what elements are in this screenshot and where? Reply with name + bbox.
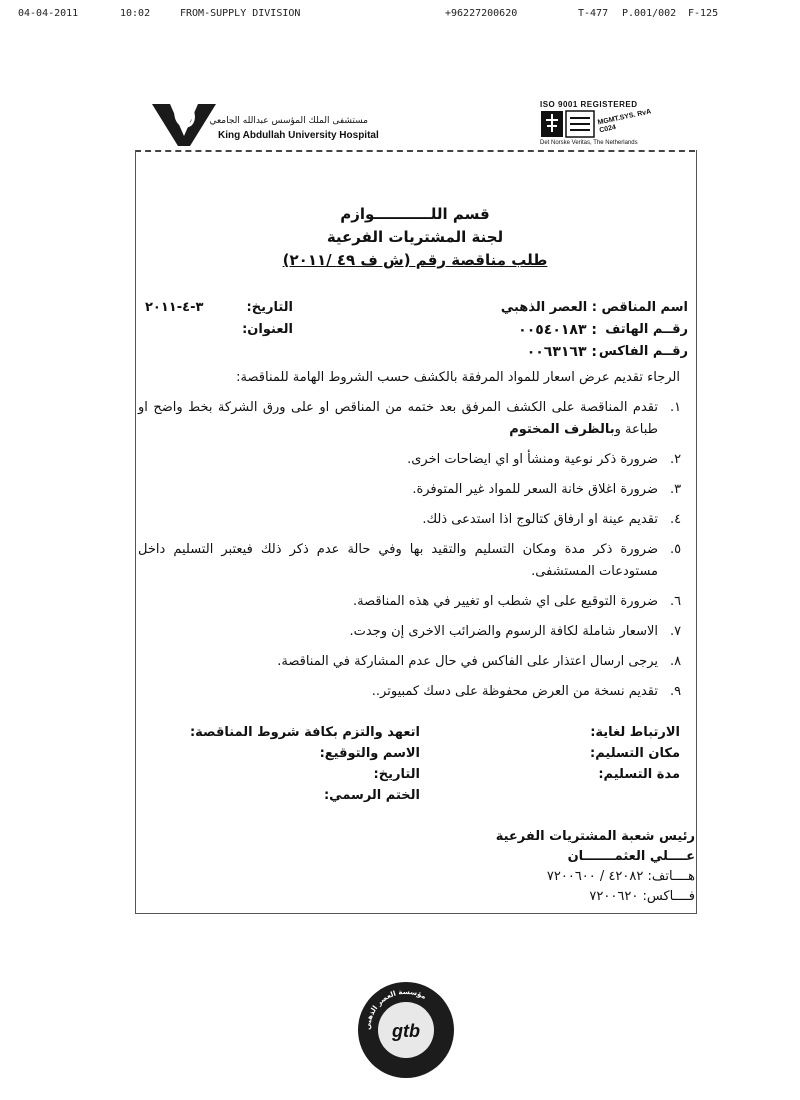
document-title [135, 203, 695, 272]
fax-time: 10:02 [120, 8, 151, 19]
intro-text: الرجاء تقديم عرض اسعار للمواد المرفقة بالكشف حسب الشروط الهامة للمناقصة: [236, 370, 680, 385]
term-item [138, 509, 693, 531]
fax-from: FROM-SUPPLY DIVISION [180, 8, 301, 19]
term-text: ضرورة ذكر نوعية ومنشأ او اي ايضاحات اخرى. [407, 452, 658, 467]
fax-label: رقــم الفاكس [598, 344, 688, 359]
contact-role: رئيس شعبة المشتريات الفرعية [495, 829, 695, 844]
fax-header [0, 8, 800, 24]
stamp-text: مؤسسة العصر الذهبي [363, 987, 428, 1031]
term-number: ٥. [669, 542, 682, 557]
term-item [138, 591, 693, 613]
iso-label: ISO 9001 REGISTERED [540, 100, 638, 109]
bidder-value: : العصر الذهبي [500, 300, 597, 315]
contact-fax: فــــاكس: ٧٢٠٠٦٢٠ [589, 889, 695, 904]
term-item [138, 449, 693, 471]
fax-job: T-477 [578, 8, 609, 19]
department-title: قسم اللـــــــــــوازم [340, 205, 490, 223]
contact-name: عــــلي العثمـــــــان [567, 849, 695, 864]
official-seal-label: الختم الرسمي: [323, 788, 420, 803]
term-item [138, 651, 693, 673]
term-item [138, 479, 693, 501]
phone-label: رقــم الهاتف [605, 322, 688, 337]
tender-number: طلب مناقصة رقم (ش ف ٤٩ /٢٠١١) [282, 251, 548, 269]
iso-badge-icon [540, 110, 596, 138]
date-value: ٣-٤-٢٠١١ [145, 300, 204, 315]
company-stamp-icon [356, 980, 456, 1080]
term-number: ١. [669, 400, 682, 415]
term-text: يرجى ارسال اعتذار على الفاكس في حال عدم المشاركة في المناقصة. [277, 654, 658, 669]
fax-form: F-125 [688, 8, 719, 19]
term-number: ٣. [669, 482, 682, 497]
term-number: ٩. [669, 684, 682, 699]
term-number: ٢. [669, 452, 682, 467]
term-text: ضرورة اغلاق خانة السعر للمواد غير المتوفرة. [412, 482, 658, 497]
bidder-label: اسم المناقص [601, 300, 688, 315]
term-text: ضرورة ذكر مدة ومكان التسليم والتقيد بها وفي حالة عدم ذكر ذلك فيعتبر التسليم داخل مستودعات المستشفى. [138, 542, 658, 579]
terms-list [138, 397, 693, 711]
undertaking-date-label: التاريخ: [373, 767, 420, 782]
term-number: ٨. [669, 654, 682, 669]
term-item [138, 397, 693, 441]
hospital-logo-icon [150, 100, 218, 148]
term-text: الاسعار شاملة لكافة الرسوم والضرائب الاخرى إن وجدت. [349, 624, 658, 639]
iso-cert-text: MGMT.SYS. RvA C024 [597, 108, 652, 135]
contact-phone: هــــاتف: ٤٢٠٨٢ / ٧٢٠٠٦٠٠ [546, 869, 695, 884]
term-item [138, 539, 693, 583]
hospital-name-en: King Abdullah University Hospital [218, 130, 379, 141]
fax-page: P.001/002 [622, 8, 677, 19]
term-number: ٧. [669, 624, 682, 639]
term-text: ضرورة التوقيع على اي شطب او تغيير في هذه المناقصة. [353, 594, 658, 609]
iso-certification [540, 100, 670, 148]
address-label: العنوان: [242, 322, 293, 337]
term-emphasis: بالظرف المختوم [509, 422, 615, 437]
fax-value: : ٠٠٦٣١٦٣ [526, 344, 597, 360]
contact-block [420, 827, 695, 907]
name-signature-label: الاسم والتوقيع: [319, 746, 420, 761]
date-label: التاريخ: [246, 300, 293, 315]
fax-phone: +96227200620 [445, 8, 518, 19]
delivery-block [540, 722, 680, 785]
stamp-logo-text: gtb [392, 1021, 420, 1041]
term-text: تقديم عينة او ارفاق كتالوج اذا استدعى ذلك. [422, 512, 658, 527]
pledge-label: اتعهد والتزم بكافة شروط المناقصة: [189, 725, 420, 740]
undertaking-block [180, 722, 420, 806]
term-text: تقدم المناقصة على الكشف المرفق بعد ختمه من المناقص او على ورق الشركة بخط واضح او طباعة وبالظرف المختوم [138, 400, 658, 437]
term-text: تقديم نسخة من العرض محفوظة على دسك كمبيوتر.. [371, 684, 658, 699]
committee-title: لجنة المشتريات الفرعية [326, 228, 504, 246]
validity-label: الارتباط لغاية: [590, 725, 680, 740]
delivery-period-label: مدة التسليم: [598, 767, 680, 782]
iso-sub-text: Det Norske Veritas, The Netherlands [540, 140, 638, 146]
phone-value: : ٠٠٥٤٠١٨٣ [518, 322, 597, 338]
term-item [138, 621, 693, 643]
term-number: ٦. [669, 594, 682, 609]
term-item [138, 681, 693, 703]
hospital-name-ar: مستشفى الملك المؤسس عبدالله الجامعي [209, 116, 368, 126]
delivery-place-label: مكان التسليم: [590, 746, 680, 761]
term-number: ٤. [669, 512, 682, 527]
fax-date: 04-04-2011 [18, 8, 79, 19]
